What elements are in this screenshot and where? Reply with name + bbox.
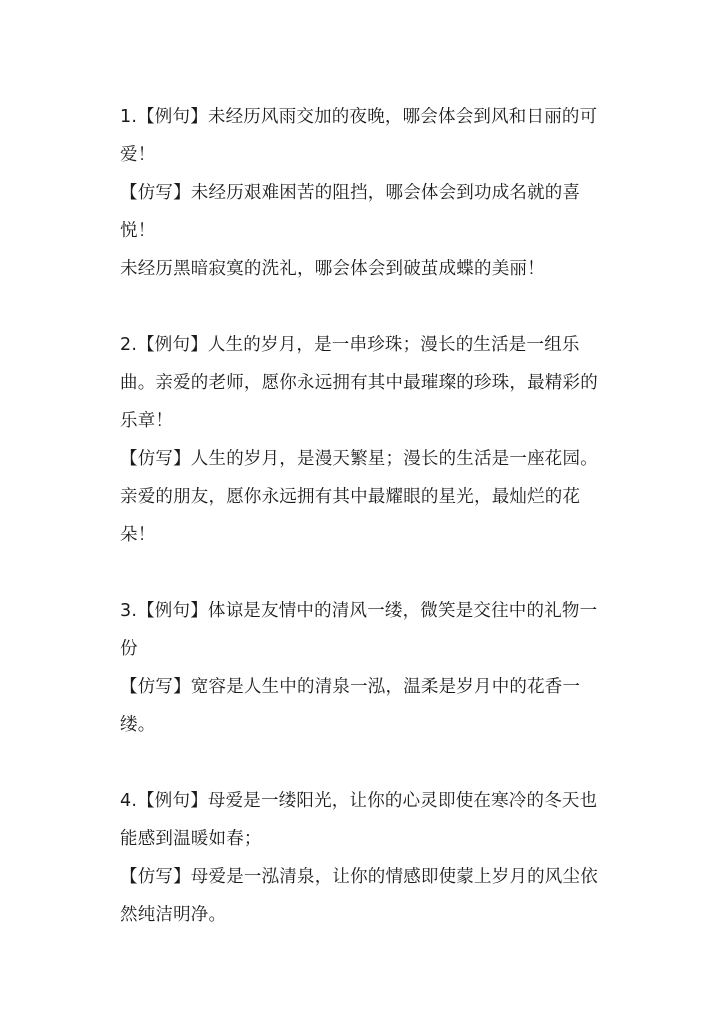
example-section-3 — [120, 592, 610, 744]
example-sentence: 2.【例句】人生的岁月，是一串珍珠；漫长的生活是一组乐曲。亲爱的老师，愿你永远拥有其中最璀璨的珍珠，最精彩的乐章！ — [120, 335, 598, 431]
imitation-sentence: 【仿写】母爱是一泓清泉，让你的情感即使蒙上岁月的风尘依然纯洁明净。 — [120, 867, 598, 925]
imitation-sentence: 【仿写】人生的岁月，是漫天繁星；漫长的生活是一座花园。亲爱的朋友，愿你永远拥有其中最耀眼的星光，最灿烂的花朵！ — [120, 449, 598, 545]
example-sentence: 4.【例句】母爱是一缕阳光，让你的心灵即使在寒冷的冬天也能感到温暖如春； — [120, 791, 598, 849]
example-section-1 — [120, 98, 610, 288]
imitation-sentence-extra: 未经历黑暗寂寞的洗礼，哪会体会到破茧成蝶的美丽！ — [120, 259, 545, 279]
example-section-4 — [120, 782, 610, 934]
imitation-sentence: 【仿写】未经历艰难困苦的阻挡，哪会体会到功成名就的喜悦！ — [120, 183, 581, 241]
imitation-sentence: 【仿写】宽容是人生中的清泉一泓，温柔是岁月中的花香一缕。 — [120, 677, 581, 735]
example-sentence: 1.【例句】未经历风雨交加的夜晚，哪会体会到风和日丽的可爱！ — [120, 107, 598, 165]
example-sentence: 3.【例句】体谅是友情中的清风一缕，微笑是交往中的礼物一份 — [120, 601, 598, 659]
document-body — [120, 98, 610, 934]
example-section-2 — [120, 326, 610, 554]
